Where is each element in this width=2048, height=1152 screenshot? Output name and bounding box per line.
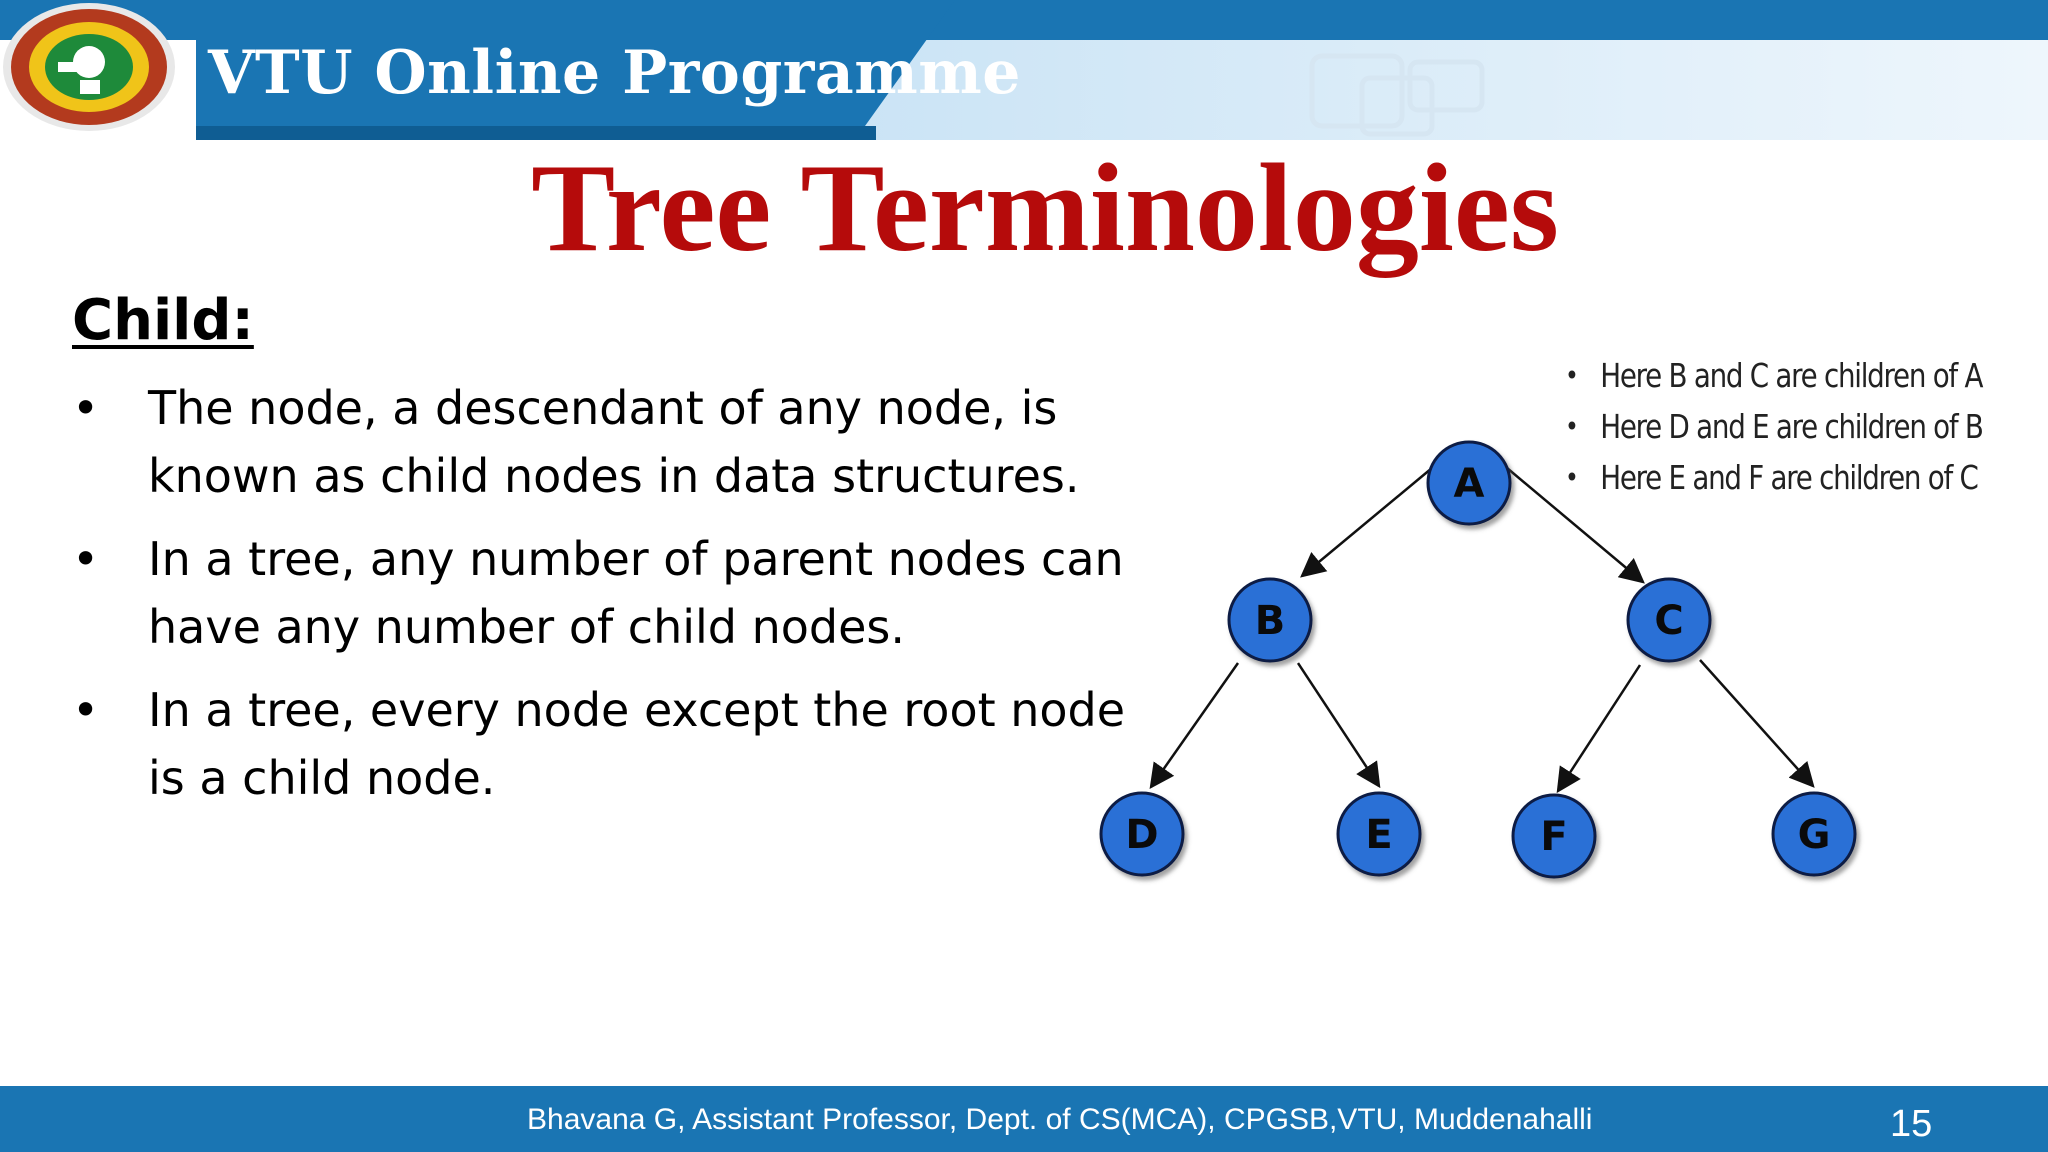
diagram-notes (1565, 350, 1983, 503)
note-text: Here D and E are children of B (1600, 407, 1983, 446)
node-label: B (1254, 598, 1286, 644)
tree-node-f (1513, 795, 1595, 877)
node-label: D (1125, 812, 1159, 858)
page-number: 15 (1890, 1103, 1933, 1145)
bullet-list (72, 374, 1152, 827)
diagram-note (1565, 350, 1983, 401)
bullet-item (72, 374, 1152, 510)
note-text: Here B and C are children of A (1600, 356, 1983, 395)
tree-node-c (1628, 579, 1710, 661)
bullet-text: In a tree, any number of parent nodes can have any number of child nodes. (148, 532, 1124, 654)
slide-title: Tree Terminologies (531, 139, 1559, 278)
edge-b-e (1298, 663, 1379, 786)
node-label: G (1797, 812, 1831, 858)
node-label: C (1654, 598, 1684, 644)
vtu-logo (0, 0, 178, 134)
header-banner (0, 0, 2048, 140)
programme-title: VTU Online Programme (208, 38, 1021, 108)
edge-c-f (1558, 665, 1640, 791)
note-text: Here E and F are children of C (1600, 458, 1978, 497)
bullet-item (72, 676, 1152, 812)
bullet-item (72, 525, 1152, 661)
node-label: A (1453, 461, 1485, 507)
diagram-note (1565, 401, 1983, 452)
bullet-icon: • (1565, 410, 1578, 443)
bullet-text: The node, a descendant of any node, is known as child nodes in data structures. (148, 381, 1080, 503)
tree-node-b (1229, 579, 1311, 661)
tree-node-g (1773, 793, 1855, 875)
footer-bar (0, 1086, 2048, 1152)
bullet-icon: • (72, 532, 100, 586)
bullet-icon: • (72, 381, 100, 435)
edge-b-d (1151, 663, 1238, 787)
edge-c-g (1700, 660, 1813, 786)
diagram-note (1565, 452, 1983, 503)
tree-node-e (1338, 793, 1420, 875)
bullet-text: In a tree, every node except the root node is a child node. (148, 683, 1126, 805)
bullet-icon: • (1565, 461, 1578, 494)
node-label: E (1365, 812, 1393, 858)
bullet-icon: • (1565, 359, 1578, 392)
tree-node-a (1428, 442, 1510, 524)
section-heading: Child: (72, 288, 254, 353)
edge-a-b (1302, 468, 1432, 576)
tree-node-d (1101, 793, 1183, 875)
footer-credit: Bhavana G, Assistant Professor, Dept. of CS(MCA), CPGSB,VTU, Muddenahalli (527, 1103, 1593, 1136)
node-label: F (1540, 814, 1568, 860)
bullet-icon: • (72, 683, 100, 737)
